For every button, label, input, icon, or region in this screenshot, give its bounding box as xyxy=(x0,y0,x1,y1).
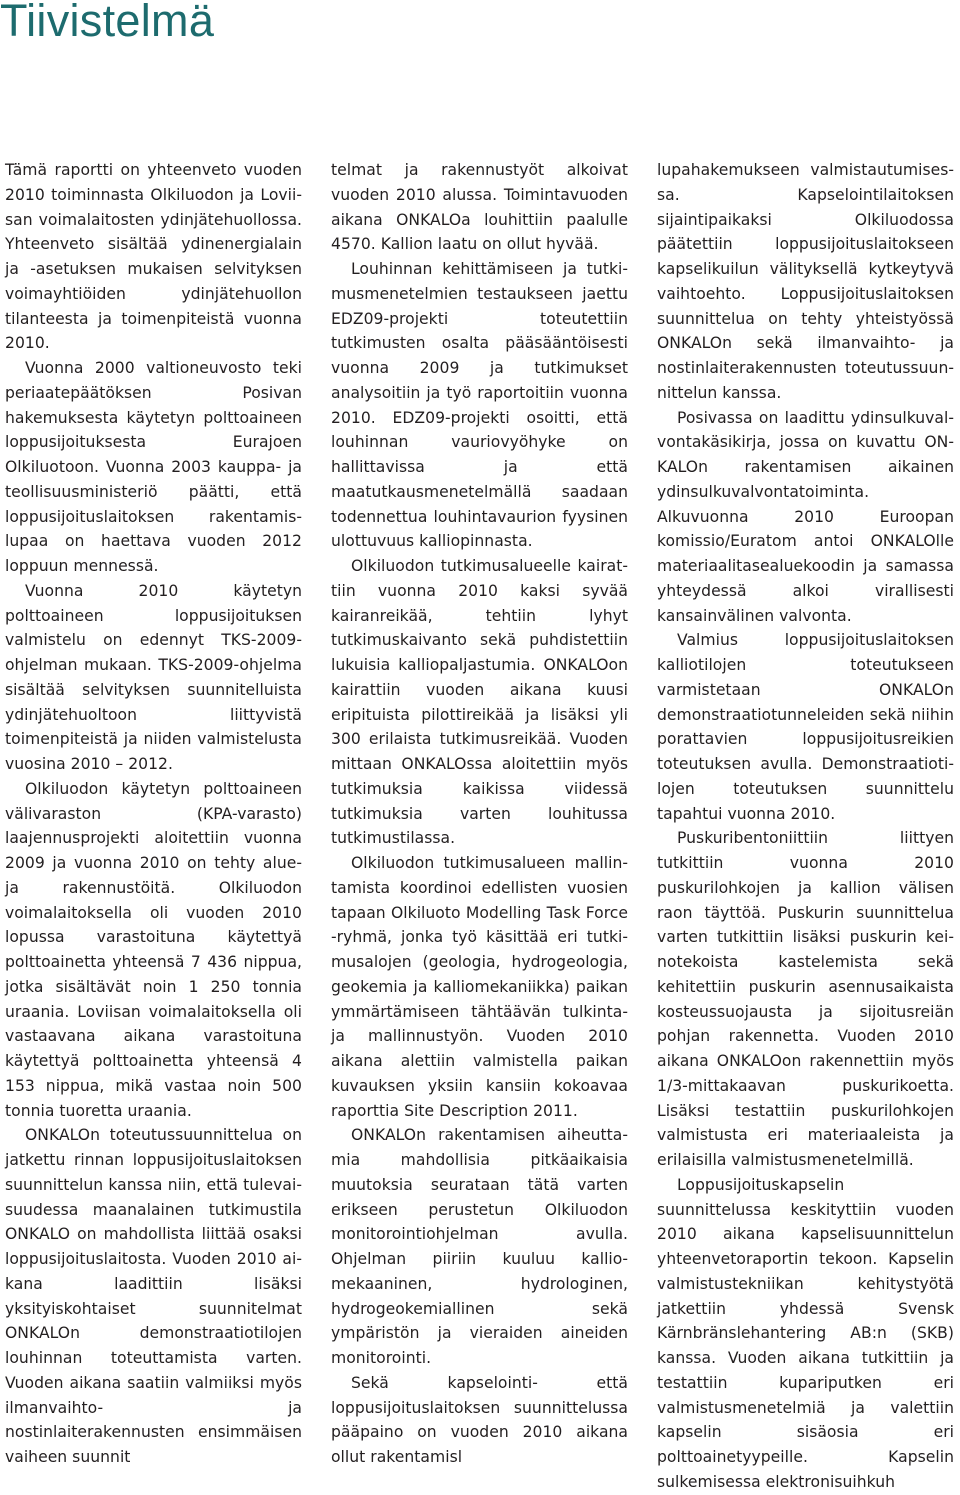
paragraph: Olkiluodon tutkimusalueen mallintamista koordinoi edellisten vuosien tapaan Olkiluoto Modelling Task Force -ryhmä, jonka työ käsittää eri tutkimusalojen (geologia, hydrogeologia, geokemia ja kalliomekaniikka) paikan ymmärtämiseen tähtäävän tulkinta- ja mallinnustyön. Vuoden 2010 aikana alettiin valmistella paikan kuvauksen yksiin kansiin kokoavaa raporttia Site Description 2011. xyxy=(331,854,628,1120)
paragraph: Puskuribentoniittiin liittyen tutkittiin vuonna 2010 puskurilohkojen ja kallion välisen raon täyttöä. Puskurin suunnittelua varten tutkittiin lisäksi puskurin keinotekoista kastelemista sekä kehitettiin puskurin asennusaikaista kosteussuojausta ja sijoitusreiän pohjan rakennetta. Vuoden 2010 aikana ONKALOon rakennettiin myös 1/3-mittakaavan puskurikoetta. Lisäksi testattiin puskurilohkojen valmistusta eri materiaaleista ja erilaisilla valmistusmenetelmillä. xyxy=(657,829,954,1169)
paragraph: Louhinnan kehittämiseen ja tutkimusmenetelmien testaukseen jaettu EDZ09-projekti toteutettiin tutkimusten osalta pääsääntöisesti vuonna 2009 ja tutkimukset analysoitiin ja työ raportoitiin vuonna 2010. EDZ09-projekti osoitti, että louhinnan vauriovyöhyke on hallittavissa ja että maatutkausmenetelmällä saadaan todennettua louhintavaurion fyysinen ulottuvuus kalliopinnasta. xyxy=(331,260,628,551)
paragraph: Vuonna 2010 käytetyn polttoaineen loppusijoituksen valmistelu on edennyt TKS-2009-ohjelman mukaan. TKS-2009-ohjelma sisältää selvityksen suunnitelluista ydinjätehuoltoon liittyvistä toimenpiteistä ja niiden valmistelusta vuosina 2010 – 2012. xyxy=(5,581,302,773)
paragraph: Vuonna 2000 valtioneuvosto teki periaatepäätöksen Posivan hakemuksesta käytetyn polttoaineen loppusijoituksesta Eurajoen Olkiluotoon. Vuonna 2003 kauppa- ja teollisuusministeriö päätti, että loppusijoituslaitoksen rakentamislupaa on haettava vuoden 2012 loppuun mennessä. xyxy=(5,359,302,575)
paragraph: Valmius loppusijoituslaitoksen kalliotilojen toteutukseen varmistetaan ONKALOn demonstraatiotunneleiden sekä niihin porattavien loppusijoitusreikien toteutuksen avulla. Demonstraatiotilojen toteutuksen suunnittelu tapahtui vuonna 2010. xyxy=(657,631,954,823)
paragraph: Tämä raportti on yhteenveto vuoden 2010 toiminnasta Olkiluodon ja Loviisan voimalaitosten ydinjätehuollossa. Yhteenveto sisältää ydinenergialain ja -asetuksen mukaisen selvityksen voimayhtiöiden ydinjätehuollon tilanteesta ja toimenpiteistä vuonna 2010. xyxy=(5,161,302,353)
text-column-1 xyxy=(5,158,302,1470)
text-column-2 xyxy=(331,158,628,1470)
paragraph: lupahakemukseen valmistautumisessa. Kapselointilaitoksen sijaintipaikaksi Olkiluodossa päätettiin loppusijoituslaitokseen kapselikuilun välityksellä kytkeytyvä vaihtoehto. Loppusijoituslaitoksen suunnittelua on tehty yhteistyössä ONKALOn sekä ilmanvaihto- ja nostinlaiterakennusten toteutussuunnittelun kanssa. xyxy=(657,161,954,402)
paragraph: Sekä kapselointi- että loppusijoituslaitoksen suunnittelussa pääpaino on vuoden 2010 aikana ollut rakentamisl xyxy=(331,1373,628,1466)
paragraph: ONKALOn rakentamisen aiheuttamia mahdollisia pitkäaikaisia muutoksia seurataan tätä varten erikseen perustetun Olkiluodon monitorointiohjelman avulla. Ohjelman piiriin kuuluu kalliomekaaninen, hydrologinen, hydrogeokemiallinen sekä ympäristön ja vieraiden aineiden monitorointi. xyxy=(331,1126,628,1367)
paragraph: Olkiluodon käytetyn polttoaineen välivaraston (KPA-varasto) laajennusprojekti aloitettiin vuonna 2009 ja vuonna 2010 on tehty alue- ja rakennustöitä. Olkiluodon voimalaitoksella oli vuoden 2010 lopussa varastoituna käytettyä polttoainetta yhteensä 7 436 nippua, jotka sisältävät noin 1 250 tonnia uraania. Loviisan voimalaitoksella oli vastaavana aikana varastoituna käytettyä polttoainetta yhteensä 4 153 nippua, mikä vastaa noin 500 tonnia tuoretta uraania. xyxy=(5,779,302,1120)
text-column-3 xyxy=(657,158,954,1495)
paragraph: Posivassa on laadittu ydinsulkuvalvontakäsikirja, jossa on kuvattu ONKALOn rakentamisen aikainen ydinsulkuvalvontatoiminta. Alkuvuonna 2010 Euroopan komissio/Euratom antoi ONKALOlle materiaalitasealuekoodin ja samassa yhteydessä alkoi virallisesti kansainvälinen valvonta. xyxy=(657,408,954,625)
paragraph: Olkiluodon tutkimusalueelle kairattiin vuonna 2010 kaksi syvää kairanreikää, tehtiin lyhyt tutkimuskaivanto sekä puhdistettiin lukuisia kalliopaljastumia. ONKALOon kairattiin vuoden aikana kuusi eripituista pilottireikää ja lisäksi yli 300 erilaista tutkimusreikää. Vuoden mittaan ONKALOssa aloitettiin myös tutkimuksia kaikissa viidessä tutkimuksia varten louhitussa tutkimustilassa. xyxy=(331,557,628,848)
paragraph: Loppusijoituskapselin suunnittelussa keskityttiin vuoden 2010 aikana kapselisuunnittelun yhteenvetoraportin tekoon. Kapselin valmistustekniikan kehitystyötä jatkettiin yhdessä Svensk Kärnbränslehantering AB:n (SKB) kanssa. Vuoden aikana tutkittiin ja testattiin kupariputken eri valmistusmenetelmiä ja valettiin kapselin sisäosia eri polttoainetyypeille. Kapselin sulkemisessa elektronisuihkuh xyxy=(657,1175,954,1491)
paragraph: telmat ja rakennustyöt alkoivat vuoden 2010 alussa. Toimintavuoden aikana ONKALOa louhittiin paalulle 4570. Kallion laatu on ollut hyvää. xyxy=(331,161,628,254)
paragraph: ONKALOn toteutussuunnittelua on jatkettu rinnan loppusijoituslaitoksen suunnittelun kanssa niin, että tulevaisuudessa maanalainen tutkimustila ONKALO on mahdollista liittää osaksi loppusijoituslaitosta. Vuoden 2010 aikana laadittiin lisäksi yksityiskohtaiset suunnitelmat ONKALOn demonstraatiotilojen louhinnan toteuttamista varten. Vuoden aikana saatiin valmiiksi myös ilmanvaihto- ja nostinlaiterakennusten ensimmäisen vaiheen suunnit xyxy=(5,1126,302,1466)
page-title: Tiivistelmä xyxy=(0,0,215,46)
